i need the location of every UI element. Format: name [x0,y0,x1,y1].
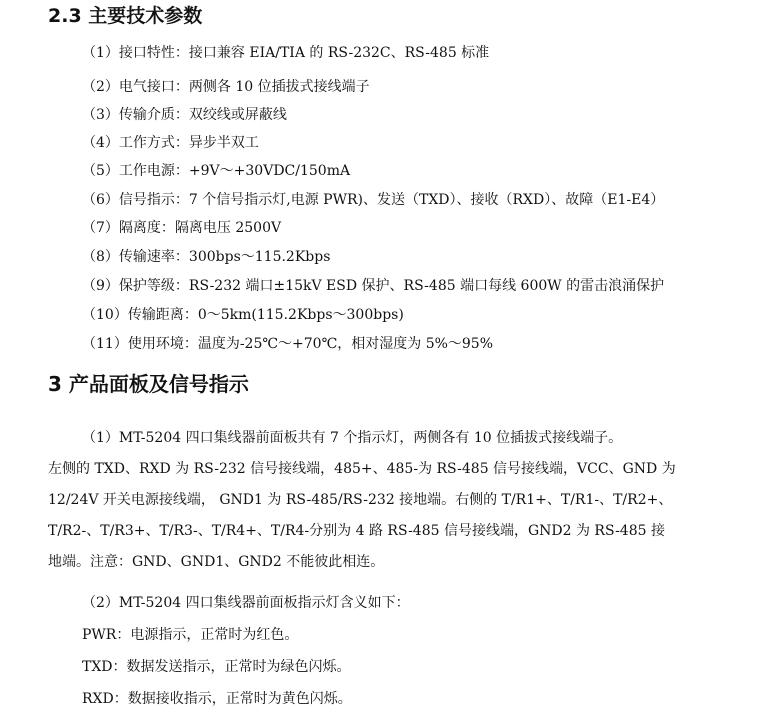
spec-label: 隔离度： [118,220,175,236]
indicator-description: 电源指示，正常时为红色。 [130,627,299,643]
spec-value: 接口兼容 EIA/TIA 的 RS-232C、RS-485 标准 [188,45,490,61]
spec-label: 保护等级： [118,278,189,294]
spec-value: 异步半双工 [188,135,259,151]
spec-item [82,277,664,295]
spec-number: （3） [82,107,119,123]
spec-number: （5） [82,163,119,179]
spec-value: 双绞线或屏蔽线 [188,107,287,123]
spec-number: （1） [82,45,119,61]
spec-item [82,78,370,96]
spec-item [82,335,493,353]
spec-label: 接口特性： [118,45,189,61]
spec-value: 7 个信号指示灯,电源 PWR)、发送（TXD）、接收（RXD）、故障（E1-E4） [188,192,665,208]
section-2-3-heading: 2.3 主要技术参数 [48,5,203,27]
spec-item [82,134,259,152]
paragraph-line: （1）MT-5204 四口集线器前面板共有 7 个指示灯，两侧各有 10 位插拔式接线端子。 [82,430,623,446]
spec-number: （8） [82,249,119,265]
spec-item [82,44,489,62]
spec-label: 工作方式： [118,135,189,151]
indicator-name: RXD： [82,691,128,707]
spec-label: 传输速率： [118,249,189,265]
spec-value: 温度为-25℃～+70℃，相对湿度为 5%～95% [197,336,494,352]
spec-number: （7） [82,220,119,236]
spec-label: 工作电源： [118,163,189,179]
spec-label: 传输距离： [127,307,198,323]
spec-value: RS-232 端口±15kV ESD 保护、RS-485 端口每线 600W 的雷击浪涌保护 [188,278,665,294]
paragraph-line: T/R2-、T/R3+、T/R3-、T/R4+、T/R4-分别为 4 路 RS-485 信号接线端，GND2 为 RS-485 接 [48,523,665,539]
spec-item [82,162,350,180]
indicator-description: 数据接收指示，正常时为黄色闪烁。 [127,691,352,707]
spec-number: （9） [82,278,119,294]
spec-item [82,306,404,324]
spec-number: （11） [82,336,128,352]
spec-number: （2） [82,79,119,95]
indicator-intro: （2）MT-5204 四口集线器前面板指示灯含义如下： [82,595,410,611]
spec-item [82,248,330,266]
paragraph-line: 12/24V 开关电源接线端， GND1 为 RS-485/RS-232 接地端。右侧的 T/R1+、T/R1-、T/R2+、 [48,492,673,508]
indicator-item [82,658,351,676]
spec-label: 使用环境： [127,336,198,352]
spec-item [82,191,664,209]
indicator-name: TXD： [82,659,127,675]
spec-label: 传输介质： [118,107,189,123]
spec-value: 300bps～115.2Kbps [188,249,331,265]
section-3-heading: 3 产品面板及信号指示 [48,372,249,396]
paragraph-line: 左侧的 TXD、RXD 为 RS-232 信号接线端，485+、485-为 RS-485 信号接线端，VCC、GND 为 [48,461,676,477]
spec-value: +9V～+30VDC/150mA [188,163,351,179]
spec-item [82,219,281,237]
spec-label: 信号指示： [118,192,189,208]
spec-number: （6） [82,192,119,208]
indicator-item [82,626,298,644]
spec-number: （4） [82,135,119,151]
spec-value: 0～5km(115.2Kbps～300bps) [197,307,404,323]
spec-value: 隔离电压 2500V [174,220,282,236]
indicator-name: PWR： [82,627,131,643]
indicator-item [82,690,352,708]
spec-value: 两侧各 10 位插拔式接线端子 [188,79,370,95]
paragraph-line: 地端。注意：GND、GND1、GND2 不能彼此相连。 [48,554,385,570]
indicator-description: 数据发送指示，正常时为绿色闪烁。 [126,659,351,675]
spec-number: （10） [82,307,128,323]
spec-item [82,106,287,124]
spec-label: 电气接口： [118,79,189,95]
